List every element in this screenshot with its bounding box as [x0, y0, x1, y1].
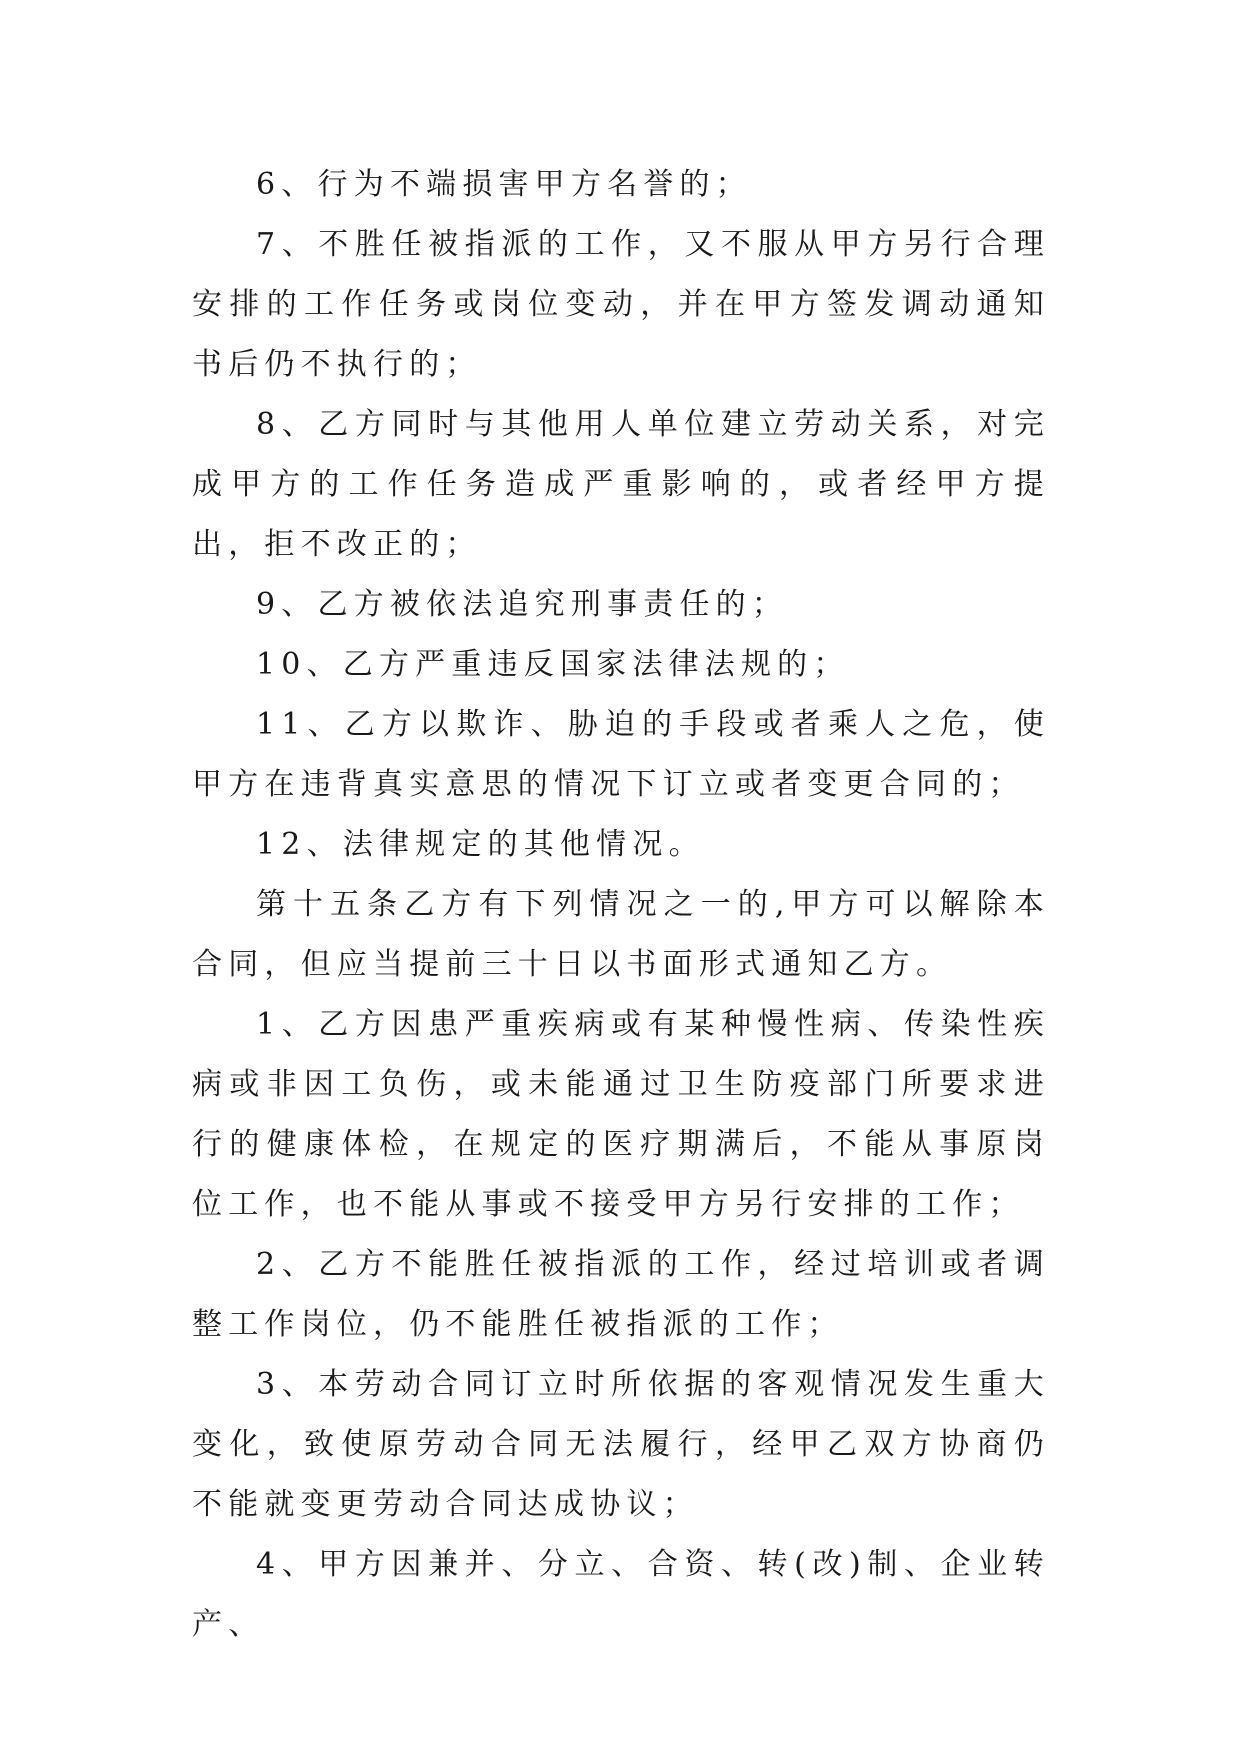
paragraph-item-9: 9、乙方被依法追究刑事责任的； [256, 587, 789, 622]
article-15-item-3: 3、本劳动合同订立时所依据的客观情况发生重大变化，致使原劳动合同无法履行，经甲乙双方协商仍不能就变更劳动合同达成协议； [192, 1367, 1050, 1522]
article-15-item-2: 2、乙方不能胜任被指派的工作，经过培训或者调整工作岗位，仍不能胜任被指派的工作； [192, 1247, 1050, 1342]
article-15-item-4: 4、甲方因兼并、分立、合资、转(改)制、企业转产、 [192, 1547, 1050, 1642]
paragraph-item-7: 7、不胜任被指派的工作，又不服从甲方另行合理安排的工作任务或岗位变动，并在甲方签发调动通知书后仍不执行的； [192, 227, 1050, 382]
paragraph-item-8: 8、乙方同时与其他用人单位建立劳动关系，对完成甲方的工作任务造成严重影响的，或者经甲方提出，拒不改正的； [192, 407, 1050, 562]
paragraph-item-11: 11、乙方以欺诈、胁迫的手段或者乘人之危，使甲方在违背真实意思的情况下订立或者变更合同的； [192, 707, 1050, 802]
document-body [192, 155, 1050, 1655]
paragraph-item-6: 6、行为不端损害甲方名誉的； [256, 167, 752, 202]
article-15-item-1: 1、乙方因患严重疾病或有某种慢性病、传染性疾病或非因工负伤，或未能通过卫生防疫部门所要求进行的健康体检，在规定的医疗期满后，不能从事原岗位工作，也不能从事或不接受甲方另行安排的工作； [192, 1007, 1050, 1222]
paragraph-item-10: 10、乙方严重违反国家法律法规的； [256, 647, 850, 682]
paragraph-item-12: 12、法律规定的其他情况。 [256, 827, 705, 862]
article-15-heading: 第十五条乙方有下列情况之一的,甲方可以解除本合同，但应当提前三十日以书面形式通知乙方。 [192, 887, 1050, 982]
